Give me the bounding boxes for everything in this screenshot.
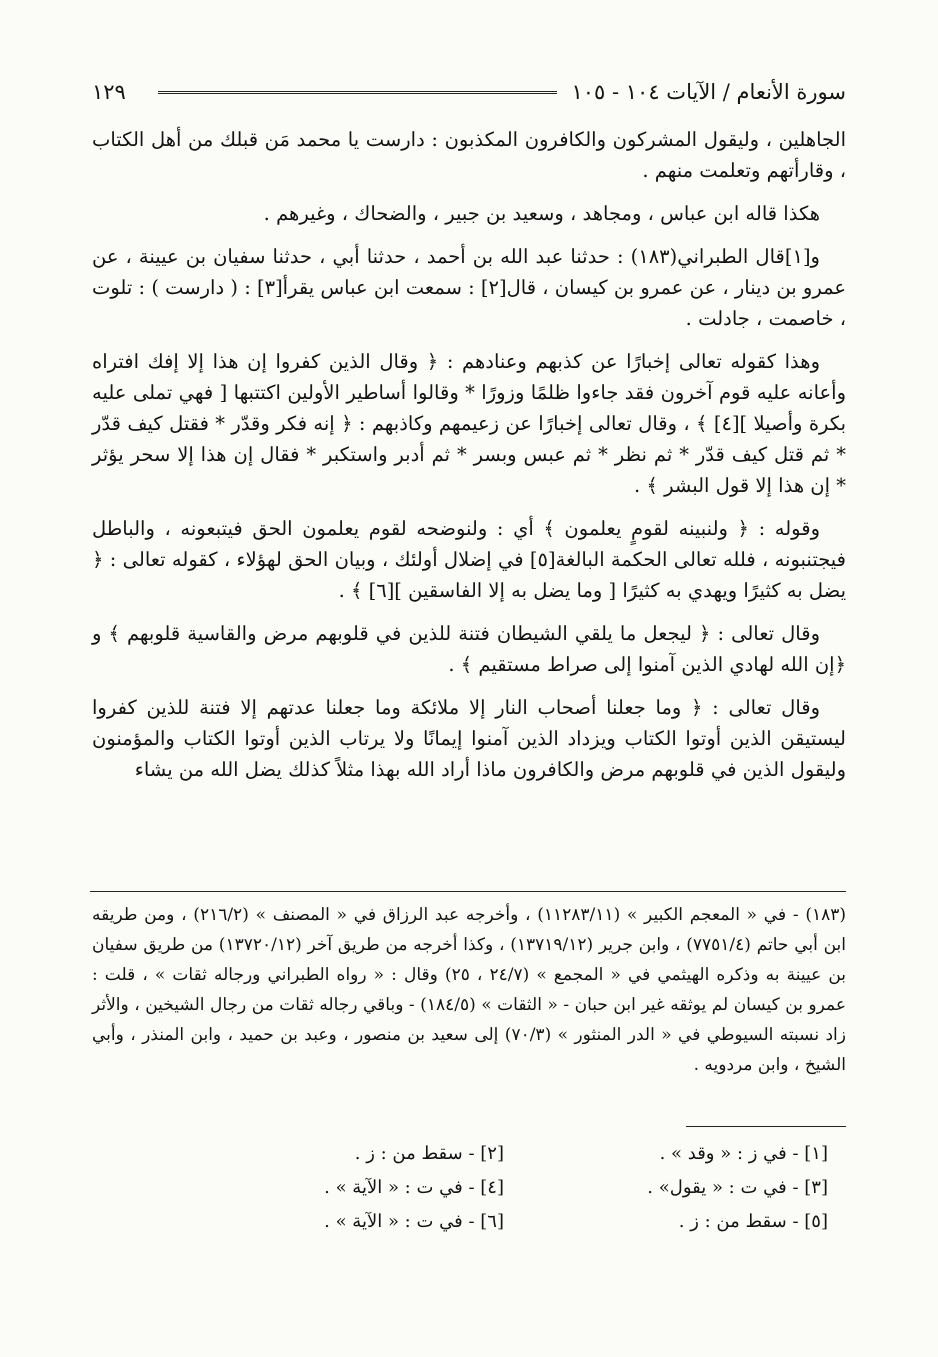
header-rule [158,91,557,94]
paragraph: وقال تعالى : ﴿ وما جعلنا أصحاب النار إلا ملائكة وما جعلنا عدتهم إلا فتنة للذين كفروا ليستيقن الذين أوتوا الكتاب ويزداد الذين آمنوا إيمانًا ولا يرتاب الذين أوتوا الكتاب والمؤمنون وليقول الذين في قلوبهم مرض والكافرون ماذا أراد الله بهذا مثلاً كذلك يضل الله من يشاء [92,696,846,781]
paragraph: الجاهلين ، وليقول المشركون والكافرون المكذبون : دارست يا محمد مَن قبلك من أهل الكتاب ، وقارأتهم وتعلمت منهم . [92,128,846,182]
editor-note: [٥] - سقط من : ز . [678,1211,828,1232]
footnotes [92,900,846,1080]
running-header [92,80,846,104]
editor-note: [١] - في ز : « وقد » . [659,1143,828,1164]
editor-note: [٦] - في ت : « الآية » . [324,1211,504,1232]
editor-notes [180,1140,828,1236]
paragraph: و[١]قال الطبراني(١٨٣) : حدثنا عبد الله بن أحمد ، حدثنا أبي ، حدثنا سفيان بن عيينة ، عن عمرو بن دينار ، عن عمرو بن كيسان ، قال[٢] : سمعت ابن عباس يقرأ[٣] : ( دارست ) : تلوت ، خاصمت ، جادلت . [92,245,846,330]
editor-note: [٢] - سقط من : ز . [354,1143,504,1164]
paragraph: وهذا كقوله تعالى إخبارًا عن كذبهم وعنادهم : ﴿ وقال الذين كفروا إن هذا إلا إفك افتراه وأعانه عليه قوم آخرون فقد جاءوا ظلمًا وزورًا * وقالوا أساطير الأولين اكتتبها [ فهي تملى عليه بكرة وأصيلا ][٤] ﴾ ، وقال تعالى إخبارًا عن زعيمهم وكاذبهم : ﴿ إنه فكر وقدّر * فقتل كيف قدّر * ثم قتل كيف قدّر * ثم نظر * ثم عبس وبسر * ثم أدبر واستكبر * فقال إن هذا إلا سحر يؤثر * إن هذا إلا قول البشر ﴾ . [92,350,846,497]
paragraph: وقال تعالى : ﴿ ليجعل ما يلقي الشيطان فتنة للذين في قلوبهم مرض والقاسية قلوبهم ﴾ و ﴿إن الله لهادي الذين آمنوا إلى صراط مستقيم ﴾ . [92,622,846,676]
editor-note: [٣] - في ت : « يقول» . [647,1177,828,1198]
running-title: سورة الأنعام / الآيات ١٠٤ - ١٠٥ [571,80,846,104]
footnote: (١٨٣) - في « المعجم الكبير » (١١٢٨٣/١١) ، وأخرجه عبد الرزاق في « المصنف » (٢١٦/٢) ، ومن طريقه ابن أبي حاتم (٧٧٥١/٤) ، وابن جرير (١٣٧١٩/١٢) ، وكذا أخرجه من طريق آخر (١٣٧٢٠/١٢) من طريق سفيان بن عيينة به وذكره الهيثمي في « المجمع » (٢٤/٧ ، ٢٥) وقال : « رواه الطبراني ورجاله ثقات » ، قلت : عمرو بن كيسان لم يوثقه غير ابن حبان - « الثقات » (١٨٤/٥) - وباقي رجاله ثقات من رجال الشيخين ، والأثر زاد نسبته السيوطي في « الدر المنثور » (٧٠/٣) إلى سعيد بن منصور ، وعبد بن حميد ، وابن المنذر ، وأبي الشيخ ، وابن مردويه . [92,905,846,1075]
page-number: ١٢٩ [92,80,126,104]
paragraph: هكذا قاله ابن عباس ، ومجاهد ، وسعيد بن جبير ، والضحاك ، وغيرهم . [263,202,820,225]
editor-note: [٤] - في ت : « الآية » . [324,1177,504,1198]
paragraph: وقوله : ﴿ ولنبينه لقومٍ يعلمون ﴾ أي : ولنوضحه لقوم يعلمون الحق فيتبعونه ، والباطل فيجتنبونه ، فلله تعالى الحكمة البالغة[٥] في إضلال أولئك ، وبيان الحق لهؤلاء ، كقوله تعالى : ﴿ يضل به كثيرًا ويهدي به كثيرًا [ وما يضل به إلا الفاسقين ][٦] ﴾ . [92,517,846,602]
editor-notes-divider [686,1126,846,1127]
main-text [92,124,846,797]
footnote-divider [90,891,846,892]
